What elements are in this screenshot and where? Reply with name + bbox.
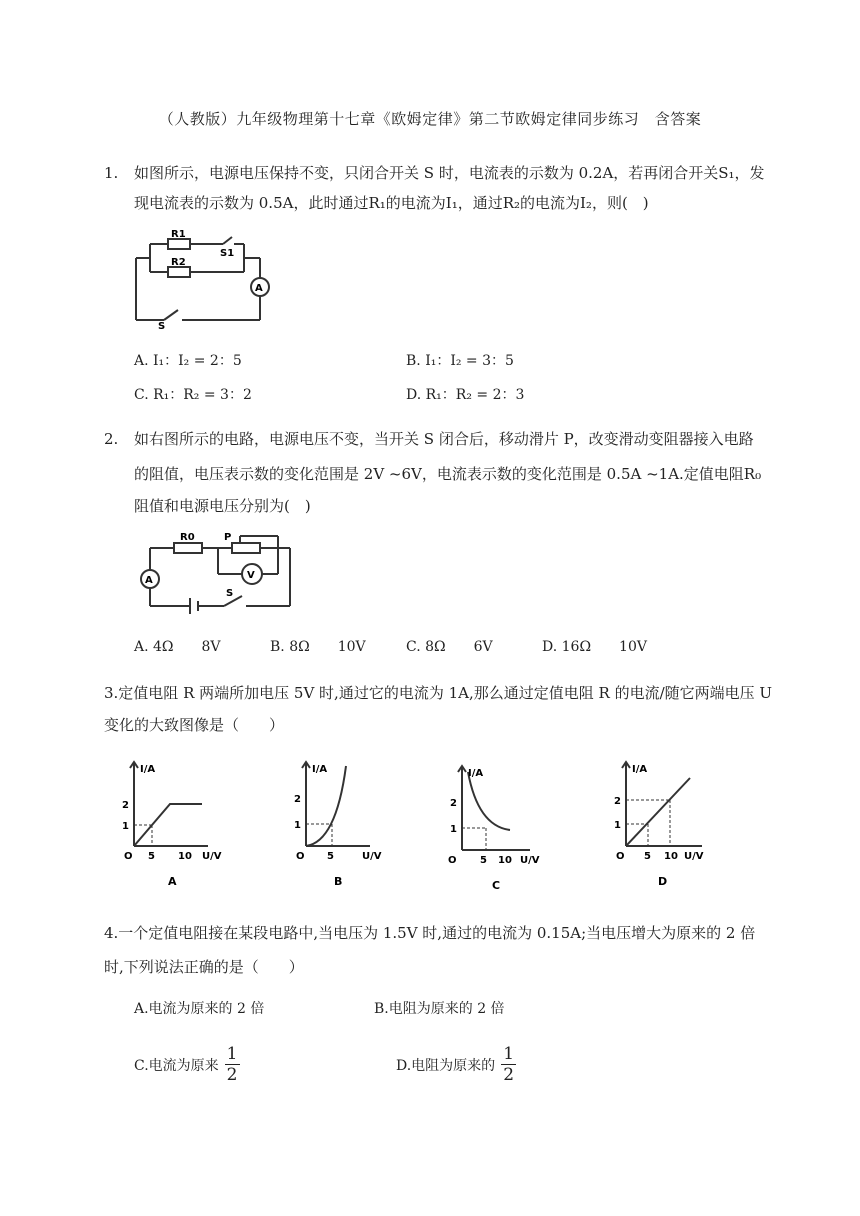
q2-text-line2: 的阻值，电压表示数的变化范围是 2V ~6V，电流表示数的变化范围是 0.5A ~1A.定值电阻R₀ [134, 465, 762, 483]
q3-graph-a [120, 758, 230, 893]
q4-option-c[interactable] [134, 1044, 240, 1085]
q4c-frac-num: 1 [226, 1044, 238, 1064]
q1-number: 1. [104, 164, 119, 182]
q4-option-d-fraction [501, 1044, 516, 1085]
q3d-tick-y1: 1 [614, 820, 621, 831]
q2-text-line3: 阻值和电源电压分别为( ) [134, 497, 311, 515]
q2-number: 2. [104, 430, 119, 448]
q4d-frac-den: 2 [503, 1065, 515, 1085]
q1-circuit-diagram [128, 226, 270, 330]
q1-option-d[interactable]: D. R₁：R₂ = 2：3 [406, 387, 525, 403]
q2-option-b[interactable]: B. 8Ω 10V [270, 639, 366, 655]
q3a-letter[interactable]: A [168, 875, 177, 888]
q4c-frac-den: 2 [226, 1065, 238, 1085]
q3a-tick-x5: 5 [148, 851, 155, 862]
q3a-x-label: U/V [202, 851, 222, 862]
q3a-origin: O [124, 851, 133, 862]
q2-label-r0: R0 [180, 532, 195, 543]
q2-text-line1: 如右图所示的电路，电源电压不变，当开关 S 闭合后，移动滑片 P，改变滑动变阻器接入电路 [134, 430, 754, 448]
q3a-tick-y1: 1 [122, 821, 129, 832]
q2-option-a[interactable]: A. 4Ω 8V [134, 639, 221, 655]
q3b-y-label: I/A [312, 764, 328, 775]
q4d-frac-num: 1 [503, 1044, 515, 1064]
q3c-tick-y2: 2 [450, 798, 457, 809]
q3a-tick-x10: 10 [178, 851, 192, 862]
q1-text-line2: 现电流表的示数为 0.5A，此时通过R₁的电流为I₁，通过R₂的电流为I₂，则( ) [134, 194, 649, 212]
q3d-y-label: I/A [632, 764, 648, 775]
q3d-letter[interactable]: D [658, 875, 668, 888]
q4-option-c-text: C.电流为原来 [134, 1057, 219, 1074]
q1-label-s1: S1 [220, 248, 235, 259]
q3d-origin: O [616, 851, 625, 862]
q3-graph-b [292, 758, 402, 893]
q2-label-ammeter: A [145, 575, 153, 586]
q1-label-r2: R2 [171, 257, 186, 268]
q4-option-c-fraction [225, 1044, 240, 1085]
q3b-tick-y2: 2 [294, 794, 301, 805]
q4-option-b[interactable]: B.电阻为原来的 2 倍 [374, 1001, 505, 1017]
q4-text-line2: 时,下列说法正确的是（ ） [104, 958, 304, 976]
q1-text-line1: 如图所示，电源电压保持不变，只闭合开关 S 时，电流表的示数为 0.2A，若再闭合开关S₁，发 [134, 164, 765, 182]
q3c-tick-y1: 1 [450, 824, 457, 835]
q1-label-ammeter: A [255, 283, 263, 294]
q3c-letter[interactable]: C [492, 879, 501, 892]
q3-graph-c [440, 762, 550, 897]
q2-circuit-diagram [128, 526, 298, 618]
q3-text-line1: 3.定值电阻 R 两端所加电压 5V 时,通过它的电流为 1A,那么通过定值电阻 R 的电流/随它两端电压 U [104, 684, 773, 702]
q4-option-a[interactable]: A.电流为原来的 2 倍 [134, 1001, 265, 1017]
q2-label-voltmeter: V [247, 570, 255, 581]
q1-label-r1: R1 [171, 229, 186, 240]
q3a-y-label: I/A [140, 764, 156, 775]
q4-option-d-text: D.电阻为原来的 [396, 1057, 496, 1074]
q3d-x-label: U/V [684, 851, 704, 862]
q2-label-s: S [226, 588, 234, 599]
q1-label-s: S [158, 321, 166, 330]
q3c-origin: O [448, 855, 457, 866]
q3d-tick-x5: 5 [644, 851, 651, 862]
q4-option-d[interactable] [396, 1044, 516, 1085]
q3c-tick-x10: 10 [498, 855, 512, 866]
q3b-letter[interactable]: B [334, 875, 343, 888]
q3c-tick-x5: 5 [480, 855, 487, 866]
document-title: （人教版）九年级物理第十七章《欧姆定律》第二节欧姆定律同步练习 含答案 [158, 110, 702, 128]
q3d-tick-x10: 10 [664, 851, 678, 862]
q2-option-d[interactable]: D. 16Ω 10V [542, 639, 647, 655]
q3b-origin: O [296, 851, 305, 862]
q4-text-line1: 4.一个定值电阻接在某段电路中,当电压为 1.5V 时,通过的电流为 0.15A;当电压增大为原来的 2 倍 [104, 924, 756, 942]
q2-option-c[interactable]: C. 8Ω 6V [406, 639, 493, 655]
q3b-tick-y1: 1 [294, 820, 301, 831]
q3a-tick-y2: 2 [122, 800, 129, 811]
q3-text-line2: 变化的大致图像是（ ） [104, 716, 285, 734]
q3-graph-d [612, 758, 722, 893]
q2-label-p: P [224, 532, 232, 543]
q3b-tick-x5: 5 [327, 851, 334, 862]
q3c-y-label: I/A [468, 768, 484, 779]
q3b-x-label: U/V [362, 851, 382, 862]
q1-option-a[interactable]: A. I₁：I₂ = 2：5 [134, 353, 242, 369]
q3d-tick-y2: 2 [614, 796, 621, 807]
q1-option-b[interactable]: B. I₁：I₂ = 3：5 [406, 353, 514, 369]
q1-option-c[interactable]: C. R₁：R₂ = 3：2 [134, 387, 252, 403]
q3c-x-label: U/V [520, 855, 540, 866]
